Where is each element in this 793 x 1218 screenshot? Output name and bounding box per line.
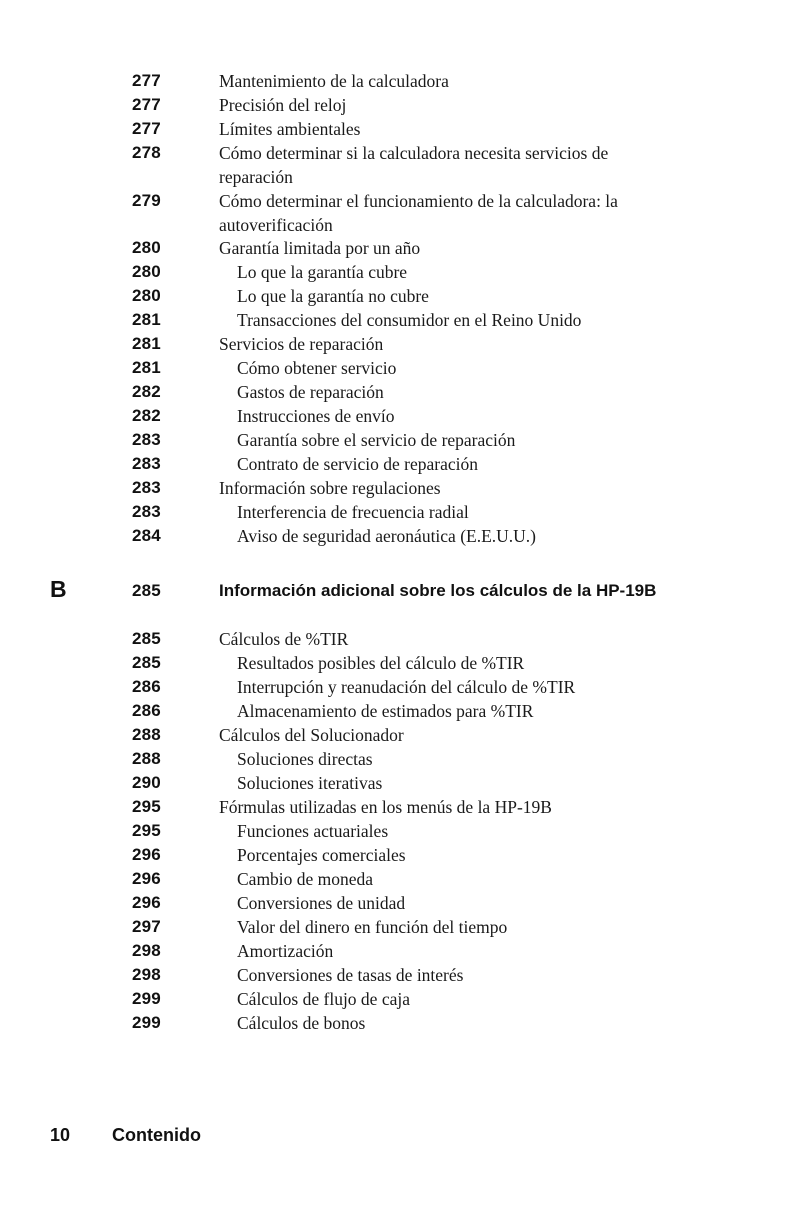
footer-page-number: 10 xyxy=(50,1125,71,1145)
toc-entry xyxy=(0,524,793,548)
entry-page-number: 295 xyxy=(132,821,161,840)
entry-title: Amortización xyxy=(237,941,334,961)
entry-page-number: 281 xyxy=(132,334,161,353)
footer-label: Contenido xyxy=(112,1125,201,1145)
toc-entry xyxy=(0,747,793,771)
entry-title: Fórmulas utilizadas en los menús de la HP-19B xyxy=(219,797,552,817)
entry-page-number: 296 xyxy=(132,845,161,864)
entry-page-number: 277 xyxy=(132,95,161,114)
entry-page-number: 299 xyxy=(132,989,161,1008)
entry-page-number: 280 xyxy=(132,262,161,281)
entry-title: Conversiones de unidad xyxy=(237,893,406,913)
toc-entry xyxy=(0,723,793,747)
entry-title: Servicios de reparación xyxy=(219,334,384,354)
entry-title: Cómo determinar si la calculadora necesita servicios de reparación xyxy=(219,143,609,187)
entry-title: Interferencia de frecuencia radial xyxy=(237,502,469,522)
toc-entry xyxy=(0,795,793,819)
toc-entry xyxy=(0,867,793,891)
entry-title: Lo que la garantía no cubre xyxy=(237,286,429,306)
entry-title: Información sobre regulaciones xyxy=(219,478,441,498)
toc-entry xyxy=(0,69,793,93)
entry-page-number: 278 xyxy=(132,143,161,162)
toc-entry xyxy=(0,356,793,380)
toc-entry xyxy=(0,284,793,308)
entry-page-number: 297 xyxy=(132,917,161,936)
entry-page-number: 288 xyxy=(132,725,161,744)
entry-title: Transacciones del consumidor en el Reino Unido xyxy=(237,310,582,330)
entry-page-number: 285 xyxy=(132,629,161,648)
entry-title: Cómo determinar el funcionamiento de la calculadora: la autoverificación xyxy=(219,191,618,235)
entry-page-number: 299 xyxy=(132,1013,161,1032)
entry-page-number: 288 xyxy=(132,749,161,768)
entry-title: Contrato de servicio de reparación xyxy=(237,454,479,474)
section-title: Información adicional sobre los cálculos de la HP-19B xyxy=(219,581,657,600)
entry-title: Valor del dinero en función del tiempo xyxy=(237,917,508,937)
entry-title: Instrucciones de envío xyxy=(237,406,395,426)
entry-page-number: 296 xyxy=(132,893,161,912)
toc-entry xyxy=(0,380,793,404)
toc-entry xyxy=(0,627,793,651)
entry-page-number: 282 xyxy=(132,382,161,401)
toc-entry xyxy=(0,141,793,189)
section-heading xyxy=(0,579,793,627)
toc-entry xyxy=(0,699,793,723)
entry-title: Precisión del reloj xyxy=(219,95,347,115)
toc-entry xyxy=(0,189,793,237)
entry-title: Conversiones de tasas de interés xyxy=(237,965,464,985)
entry-title: Soluciones directas xyxy=(237,749,373,769)
entry-page-number: 281 xyxy=(132,358,161,377)
toc-entry xyxy=(0,843,793,867)
entry-page-number: 298 xyxy=(132,941,161,960)
toc-entry xyxy=(0,891,793,915)
entry-title: Cálculos de bonos xyxy=(237,1013,366,1033)
toc-entry xyxy=(0,93,793,117)
entry-title: Cálculos de flujo de caja xyxy=(237,989,410,1009)
entry-page-number: 281 xyxy=(132,310,161,329)
toc-entry xyxy=(0,236,793,260)
appendix-letter: B xyxy=(50,576,67,602)
toc-entry xyxy=(0,404,793,428)
entry-title: Soluciones iterativas xyxy=(237,773,383,793)
entry-title: Límites ambientales xyxy=(219,119,361,139)
entry-title: Funciones actuariales xyxy=(237,821,389,841)
entry-title: Cálculos del Solucionador xyxy=(219,725,404,745)
entry-page-number: 290 xyxy=(132,773,161,792)
toc-entry xyxy=(0,428,793,452)
entry-page-number: 285 xyxy=(132,581,161,600)
entry-page-number: 279 xyxy=(132,191,161,210)
entry-page-number: 277 xyxy=(132,71,161,90)
entry-page-number: 282 xyxy=(132,406,161,425)
entry-title: Cómo obtener servicio xyxy=(237,358,397,378)
entry-page-number: 286 xyxy=(132,677,161,696)
toc-entry xyxy=(0,260,793,284)
toc-entry xyxy=(0,332,793,356)
entry-title: Garantía sobre el servicio de reparación xyxy=(237,430,516,450)
toc-entry xyxy=(0,675,793,699)
entry-page-number: 286 xyxy=(132,701,161,720)
toc-entry xyxy=(0,476,793,500)
entry-page-number: 283 xyxy=(132,430,161,449)
entry-page-number: 285 xyxy=(132,653,161,672)
entry-page-number: 280 xyxy=(132,238,161,257)
toc-entry xyxy=(0,651,793,675)
toc-entry xyxy=(0,1011,793,1035)
entry-title: Almacenamiento de estimados para %TIR xyxy=(237,701,534,721)
toc-entry xyxy=(0,308,793,332)
entry-page-number: 283 xyxy=(132,454,161,473)
toc-entry xyxy=(0,963,793,987)
entry-title: Aviso de seguridad aeronáutica (E.E.U.U.) xyxy=(237,526,537,546)
entry-page-number: 298 xyxy=(132,965,161,984)
entry-title: Lo que la garantía cubre xyxy=(237,262,408,282)
toc-entry xyxy=(0,987,793,1011)
entry-title: Garantía limitada por un año xyxy=(219,238,421,258)
entry-title: Interrupción y reanudación del cálculo de %TIR xyxy=(237,677,576,697)
toc-entry xyxy=(0,939,793,963)
entry-title: Resultados posibles del cálculo de %TIR xyxy=(237,653,525,673)
entry-title: Mantenimiento de la calculadora xyxy=(219,71,449,91)
entry-page-number: 283 xyxy=(132,478,161,497)
entry-page-number: 284 xyxy=(132,526,161,545)
entry-page-number: 280 xyxy=(132,286,161,305)
toc-entry xyxy=(0,771,793,795)
entry-title: Cambio de moneda xyxy=(237,869,374,889)
entry-title: Gastos de reparación xyxy=(237,382,384,402)
entry-title: Cálculos de %TIR xyxy=(219,629,349,649)
toc-entry xyxy=(0,117,793,141)
entry-page-number: 277 xyxy=(132,119,161,138)
toc-entry xyxy=(0,452,793,476)
entry-page-number: 283 xyxy=(132,502,161,521)
toc-entry xyxy=(0,819,793,843)
entry-title: Porcentajes comerciales xyxy=(237,845,406,865)
entry-page-number: 296 xyxy=(132,869,161,888)
toc-entry xyxy=(0,500,793,524)
entry-page-number: 295 xyxy=(132,797,161,816)
toc-entry xyxy=(0,915,793,939)
